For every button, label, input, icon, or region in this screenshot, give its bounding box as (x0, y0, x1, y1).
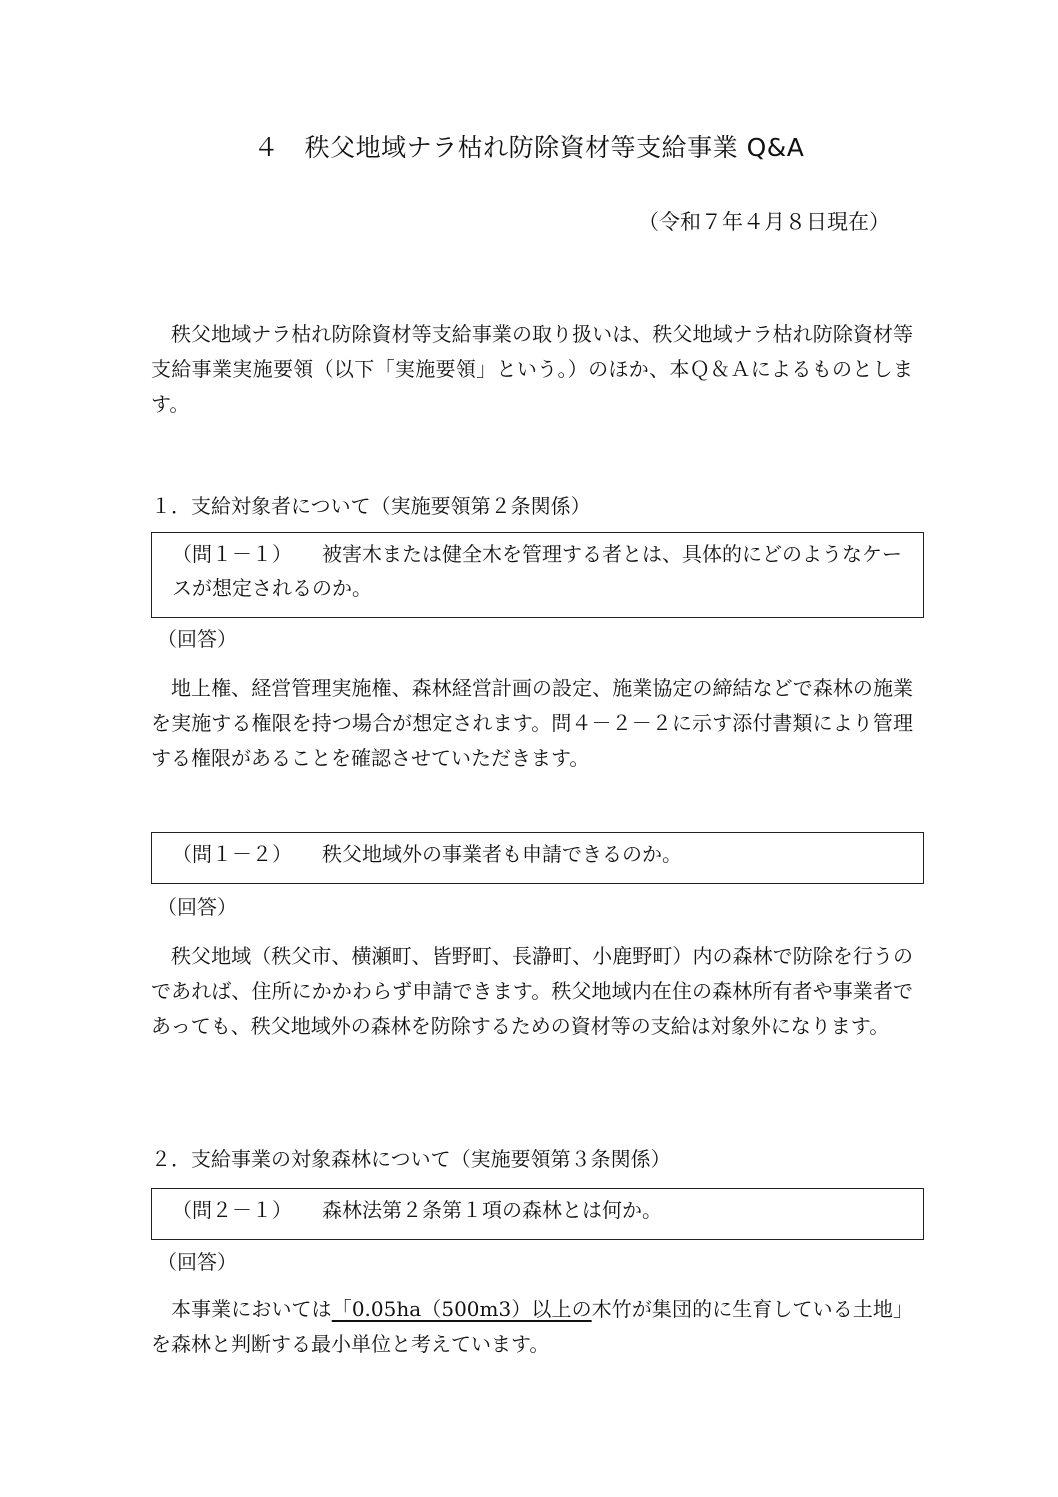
answer-2-1 (151, 1292, 913, 1362)
question-2-1-label: （問２－１） (172, 1198, 292, 1222)
question-1-1-text: 被害木または健全木を管理する者とは、具体的にどのようなケースが想定されるのか。 (172, 542, 902, 600)
answer-2-1-text (151, 1292, 913, 1362)
question-1-1-label: （問１－１） (172, 542, 292, 566)
answer-1-2 (151, 939, 913, 1044)
question-1-2-box (151, 832, 924, 884)
answer-2-1-pre: 本事業においては (171, 1297, 332, 1321)
answer-1-1-text: 地上権、経営管理実施権、森林経営計画の設定、施業協定の締結などで森林の施業を実施する権限を持つ場合が想定されます。問４－２－２に示す添付書類により管理する権限があることを確認させていただきます。 (151, 676, 913, 770)
question-2-1-box (151, 1188, 924, 1240)
section-2-heading: ２．支給事業の対象森林について（実施要領第３条関係） (151, 1147, 671, 1171)
section-1-heading: １．支給対象者について（実施要領第２条関係） (151, 494, 591, 518)
intro-text: 秩父地域ナラ枯れ防除資材等支給事業の取り扱いは、秩父地域ナラ枯れ防除資材等支給事業実施要領（以下「実施要領」という。）のほか、本Ｑ＆Ａによるものとします。 (151, 322, 913, 416)
answer-2-1-label: （回答） (157, 1250, 237, 1274)
question-1-2-label: （問１－２） (172, 842, 292, 866)
answer-1-1-label: （回答） (157, 627, 237, 651)
answer-2-1-underlined: 「0.05ha（500m3）以上の (331, 1297, 592, 1321)
answer-1-2-label: （回答） (157, 895, 237, 919)
intro-paragraph (151, 317, 913, 422)
page-title: ４ 秩父地域ナラ枯れ防除資材等支給事業 Q&A (253, 133, 805, 162)
answer-1-1 (151, 671, 913, 776)
question-1-1-box (151, 532, 924, 618)
answer-1-2-text: 秩父地域（秩父市、横瀬町、皆野町、長瀞町、小鹿野町）内の森林で防除を行うのであれば、住所にかかわらず申請できます。秩父地域内在住の森林所有者や事業者であっても、秩父地域外の森林を防除するための資材等の支給は対象外になります。 (151, 944, 913, 1038)
question-1-2-text: 秩父地域外の事業者も申請できるのか。 (322, 842, 682, 866)
answer-2-1-post: 木竹が集団的に生育している土地」を森林と判断する最小単位と考えています。 (151, 1297, 914, 1356)
as-of-date: （令和７年４月８日現在） (638, 210, 890, 234)
question-2-1-text: 森林法第２条第１項の森林とは何か。 (322, 1198, 662, 1222)
